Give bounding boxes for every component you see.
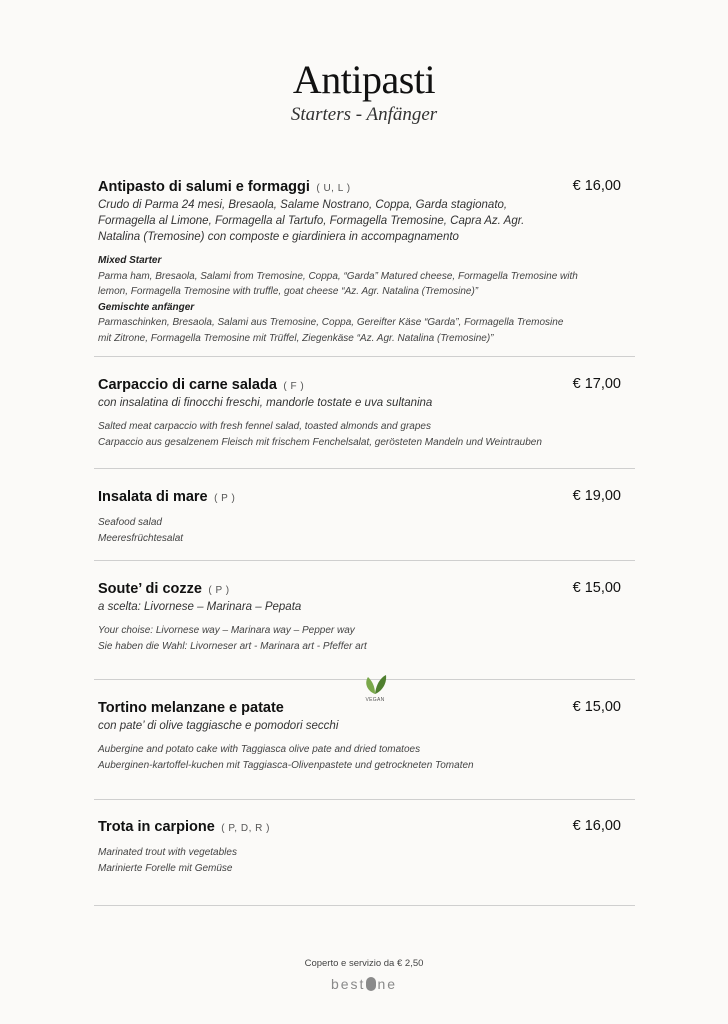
cover-charge-note: Coperto e servizio da € 2,50 bbox=[304, 958, 424, 969]
item-price: € 16,00 bbox=[572, 818, 621, 834]
menu-item bbox=[94, 488, 635, 561]
item-de-description: Sie haben die Wahl: Livorneser art - Marinara art - Pfeffer art bbox=[98, 640, 367, 652]
item-de-description: Parmaschinken, Bresaola, Salami aus Tremosine, Coppa, Gereifter Käse “Garda”, Formagella Tremosine mit Zitrone, Formagella Tremosine mit Trüffel, Ziegenkäse “Az. Agr. Natalina (Tremosine)” bbox=[98, 317, 564, 344]
logo-text-left: best bbox=[330, 976, 366, 992]
item-de-heading: Gemischte anfänger bbox=[98, 301, 195, 313]
item-en-heading: Mixed Starter bbox=[98, 255, 162, 266]
item-price: € 16,00 bbox=[572, 178, 621, 194]
vegan-leaf-icon bbox=[362, 673, 388, 695]
item-allergens: ( P ) bbox=[214, 493, 236, 504]
item-name: Soute’ di cozze bbox=[98, 581, 202, 597]
menu-item bbox=[94, 376, 635, 469]
logo-text-right: ne bbox=[377, 976, 398, 992]
menu-subtitle: Starters - Anfänger bbox=[290, 104, 438, 125]
item-description: Crudo di Parma 24 mesi, Bresaola, Salame Nostrano, Coppa, Garda stagionato, Formagella al Limone, Formagella al Tartufo, Formagella Tremosine, Capra Az. Agr. Natalina (Tremosine) con composte e giardiniera in accompagnamento bbox=[98, 199, 525, 243]
menu-item bbox=[94, 699, 635, 800]
item-price: € 15,00 bbox=[572, 699, 621, 715]
item-description: a scelta: Livornese – Marinara – Pepata bbox=[98, 601, 302, 613]
item-allergens: ( F ) bbox=[283, 381, 305, 392]
item-en-description: Seafood salad bbox=[98, 517, 162, 528]
item-description: con insalatina di finocchi freschi, mandorle tostate e uva sultanina bbox=[98, 397, 433, 409]
item-name: Tortino melanzane e patate bbox=[98, 700, 284, 716]
item-allergens: ( P, D, R ) bbox=[221, 823, 270, 834]
menu-title: Antipasti bbox=[292, 57, 436, 102]
vegan-badge bbox=[360, 673, 390, 703]
item-en-description: Your choise: Livornese way – Marinara way – Pepper way bbox=[98, 625, 355, 636]
item-allergens: ( U, L ) bbox=[316, 183, 351, 194]
item-price: € 15,00 bbox=[572, 580, 621, 596]
item-price: € 17,00 bbox=[572, 376, 621, 392]
item-name: Insalata di mare bbox=[98, 489, 208, 505]
brand-logo bbox=[0, 976, 728, 992]
item-allergens: ( P ) bbox=[208, 585, 230, 596]
item-de-description: Auberginen-kartoffel-kuchen mit Taggiasca-Olivenpastete und getrockneten Tomaten bbox=[98, 759, 474, 771]
item-name: Antipasto di salumi e formaggi bbox=[98, 179, 310, 195]
item-de-description: Meeresfrüchtesalat bbox=[98, 532, 184, 544]
menu-item bbox=[94, 818, 635, 906]
item-price: € 19,00 bbox=[572, 488, 621, 504]
item-en-description: Marinated trout with vegetables bbox=[98, 847, 237, 858]
item-de-description: Marinierte Forelle mit Gemüse bbox=[98, 862, 233, 874]
item-en-description: Salted meat carpaccio with fresh fennel salad, toasted almonds and grapes bbox=[98, 421, 431, 432]
menu-item bbox=[94, 178, 635, 357]
item-description: con pate’ di olive taggiasche e pomodori secchi bbox=[98, 720, 339, 732]
item-en-description: Parma ham, Bresaola, Salami from Tremosine, Coppa, “Garda” Matured cheese, Formagella Tremosine with lemon, Formagella Tremosine with truffle, goat cheese “Az. Agr. Natalina (Tremosine)” bbox=[98, 270, 578, 297]
menu-item bbox=[94, 580, 635, 680]
item-name: Trota in carpione bbox=[98, 819, 215, 835]
logo-o-icon bbox=[366, 977, 376, 991]
vegan-label: VEGAN bbox=[365, 697, 385, 703]
item-name: Carpaccio di carne salada bbox=[98, 377, 277, 393]
item-en-description: Aubergine and potato cake with Taggiasca olive pate and dried tomatoes bbox=[98, 744, 421, 755]
item-de-description: Carpaccio aus gesalzenem Fleisch mit frischem Fenchelsalat, gerösteten Mandeln und Weintrauben bbox=[98, 436, 542, 448]
